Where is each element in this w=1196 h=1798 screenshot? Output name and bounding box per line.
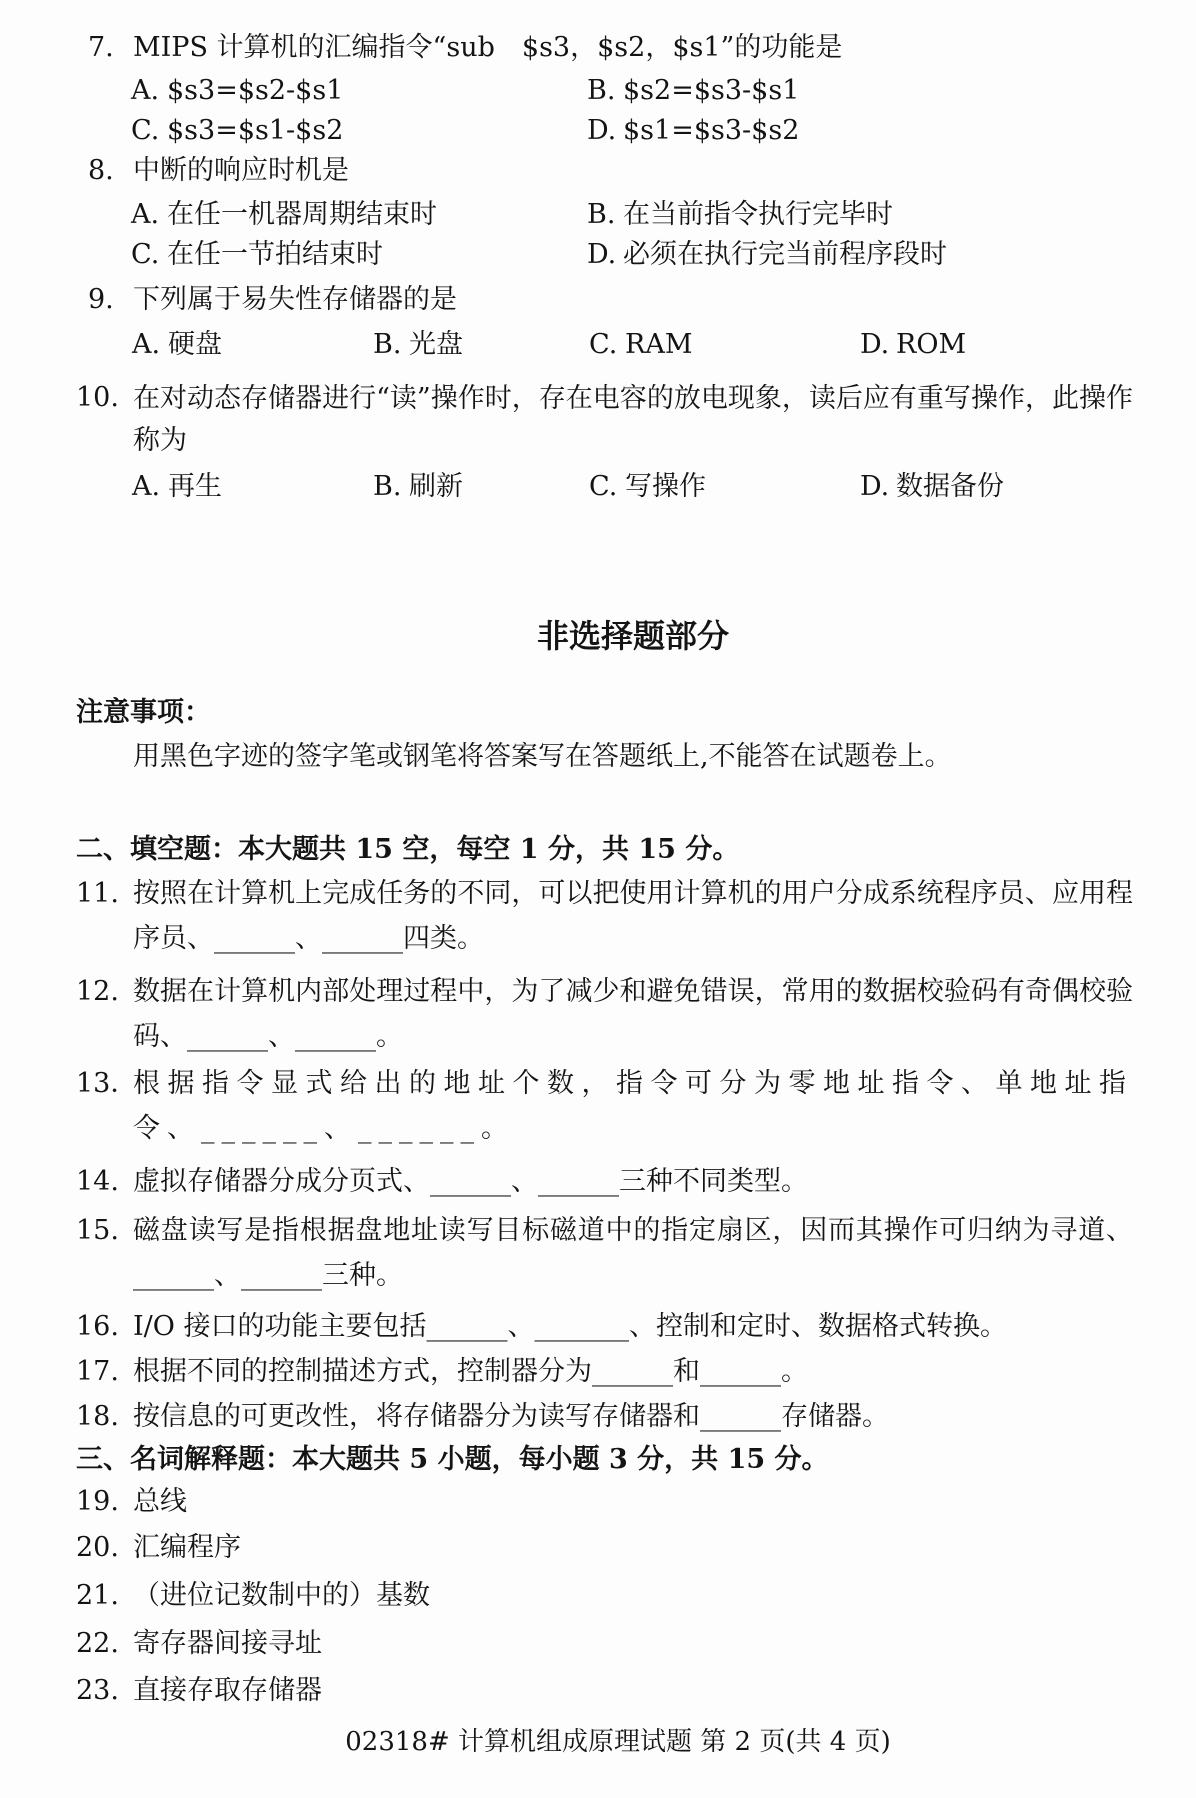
option-7a [131,71,587,111]
question-9-options [132,325,1196,365]
term-section [0,1481,1196,1712]
option-9c-text: RAM [625,329,693,360]
question-7-number: 7. [88,32,114,63]
question-7-text: MIPS 计算机的汇编指令“sub $s3，$s2，$s1”的功能是 [133,32,843,63]
option-8b [587,195,1196,235]
option-7c [131,111,587,151]
option-9c [589,325,860,365]
option-10d-text: 数据备份 [896,471,1004,502]
notes-heading: 注意事项： [76,697,211,728]
question-19-text: 总线 [133,1486,187,1517]
option-7c-text: $s3=$s1-$s2 [167,115,344,146]
question-13-number: 13． [76,1068,138,1099]
option-7b-label: B. [587,75,616,106]
question-15 [0,1208,1196,1298]
question-14-text: 虚拟存储器分成分页式、______、______三种不同类型。 [133,1166,808,1197]
option-8c-label: C. [131,239,160,270]
question-21-text: （进位记数制中的）基数 [133,1580,430,1611]
option-8b-label: B. [587,199,616,230]
option-7a-label: A. [131,75,160,106]
option-8a-text: 在任一机器周期结束时 [167,199,437,230]
question-22-text: 寄存器间接寻址 [133,1628,322,1659]
question-22 [0,1623,1196,1665]
option-10a [132,467,373,507]
question-17-number: 17. [76,1356,119,1387]
option-7b-text: $s2=$s3-$s1 [623,75,800,106]
option-8a [131,195,587,235]
option-10b-text: 刷新 [409,471,463,502]
question-10-number: 10. [76,382,119,413]
question-16 [0,1304,1196,1349]
option-10b-label: B. [373,471,402,502]
option-10c-text: 写操作 [625,471,706,502]
question-19-number: 19. [76,1486,119,1517]
question-15-number: 15. [76,1215,119,1246]
option-9b-label: B. [373,329,402,360]
option-7b [587,71,1196,111]
option-9d [860,325,1196,365]
question-16-number: 16. [76,1311,119,1342]
option-10c-label: C. [589,471,618,502]
question-21 [0,1575,1196,1617]
question-23 [0,1670,1196,1712]
question-21-number: 21. [76,1580,119,1611]
option-8b-text: 在当前指令执行完毕时 [623,199,893,230]
option-8c [131,235,587,275]
question-7 [0,28,1196,68]
question-9 [0,280,1196,320]
page-footer: 02318# 计算机组成原理试题 第 2 页(共 4 页) [345,1727,891,1757]
question-23-text: 直接存取存储器 [133,1675,322,1706]
question-11-number: 11. [76,878,119,909]
question-10-options [132,467,1196,507]
question-12-text: 数据在计算机内部处理过程中，为了减少和避免错误，常用的数据校验码有奇偶校验码、______、______。 [133,976,1133,1052]
fill-section-heading-row [0,827,1196,866]
option-10b [373,467,589,507]
option-9b-text: 光盘 [409,329,463,360]
option-7c-label: C. [131,115,160,146]
term-section-heading: 三、名词解释题：本大题共 5 小题，每小题 3 分，共 15 分。 [76,1444,829,1475]
option-9b [373,325,589,365]
question-20-text: 汇编程序 [133,1532,241,1563]
question-13-text: 根据指令显式给出的地址个数，指令可分为零地址指令、单地址指令、______、______。 [133,1068,1133,1144]
option-9a-label: A. [132,329,161,360]
question-19 [0,1481,1196,1523]
question-10-text: 在对动态存储器进行“读”操作时，存在电容的放电现象，读后应有重写操作，此操作称为 [133,383,1133,456]
question-14-number: 14. [76,1166,119,1197]
question-20-number: 20. [76,1532,119,1563]
option-7a-text: $s3=$s2-$s1 [167,75,344,106]
question-12-number: 12. [76,976,119,1007]
question-15-text: 磁盘读写是指根据盘地址读写目标磁道中的指定扇区，因而其操作可归纳为寻道、______、______三种。 [133,1215,1133,1291]
question-8-text: 中断的响应时机是 [133,155,349,186]
notes-heading-row [0,690,1196,729]
question-7-options [131,71,1196,151]
term-section-heading-row [0,1439,1196,1481]
question-9-text: 下列属于易失性存储器的是 [133,284,457,315]
option-9c-label: C. [589,329,618,360]
option-10a-text: 再生 [168,471,222,502]
option-8c-text: 在任一节拍结束时 [167,239,383,270]
section-title: 非选择题部分 [536,617,729,655]
option-9d-label: D. [860,329,890,360]
option-8d [587,235,1196,275]
option-10d-label: D. [860,471,890,502]
option-7d [587,111,1196,151]
question-18-number: 18. [76,1401,119,1432]
option-8d-text: 必须在执行完当前程序段时 [623,239,947,270]
option-10d [860,467,1196,507]
question-23-number: 23. [76,1675,119,1706]
option-7d-text: $s1=$s3-$s2 [623,115,800,146]
question-22-number: 22. [76,1628,119,1659]
question-11 [0,871,1196,961]
question-11-text: 按照在计算机上完成任务的不同，可以把使用计算机的用户分成系统程序员、应用程序员、______、______四类。 [133,878,1133,954]
question-14 [0,1159,1196,1204]
option-8d-label: D. [587,239,617,270]
question-17 [0,1349,1196,1394]
fill-section [0,871,1196,1439]
question-8 [0,151,1196,191]
fill-section-heading: 二、填空题：本大题共 15 空，每空 1 分，共 15 分。 [76,834,740,865]
question-8-options [131,195,1196,275]
question-10 [0,378,1196,462]
option-9a-text: 硬盘 [168,329,222,360]
notes-body: 用黑色字迹的签字笔或钢笔将答案写在答题纸上,不能答在试题卷上。 [133,741,952,772]
option-10a-label: A. [132,471,161,502]
question-12 [0,969,1196,1059]
option-9d-text: ROM [896,329,967,360]
question-18-text: 按信息的可更改性，将存储器分为读写存储器和______存储器。 [133,1401,889,1432]
question-16-text: I/O 接口的功能主要包括______、_______、控制和定时、数据格式转换。 [133,1311,1007,1342]
question-13 [0,1061,1196,1151]
option-10c [589,467,860,507]
question-20 [0,1527,1196,1569]
question-9-number: 9. [88,284,114,315]
option-7d-label: D. [587,115,617,146]
question-8-number: 8. [88,155,114,186]
option-8a-label: A. [131,199,160,230]
question-18 [0,1394,1196,1439]
option-9a [132,325,373,365]
question-17-text: 根据不同的控制描述方式，控制器分为______和______。 [133,1356,808,1387]
